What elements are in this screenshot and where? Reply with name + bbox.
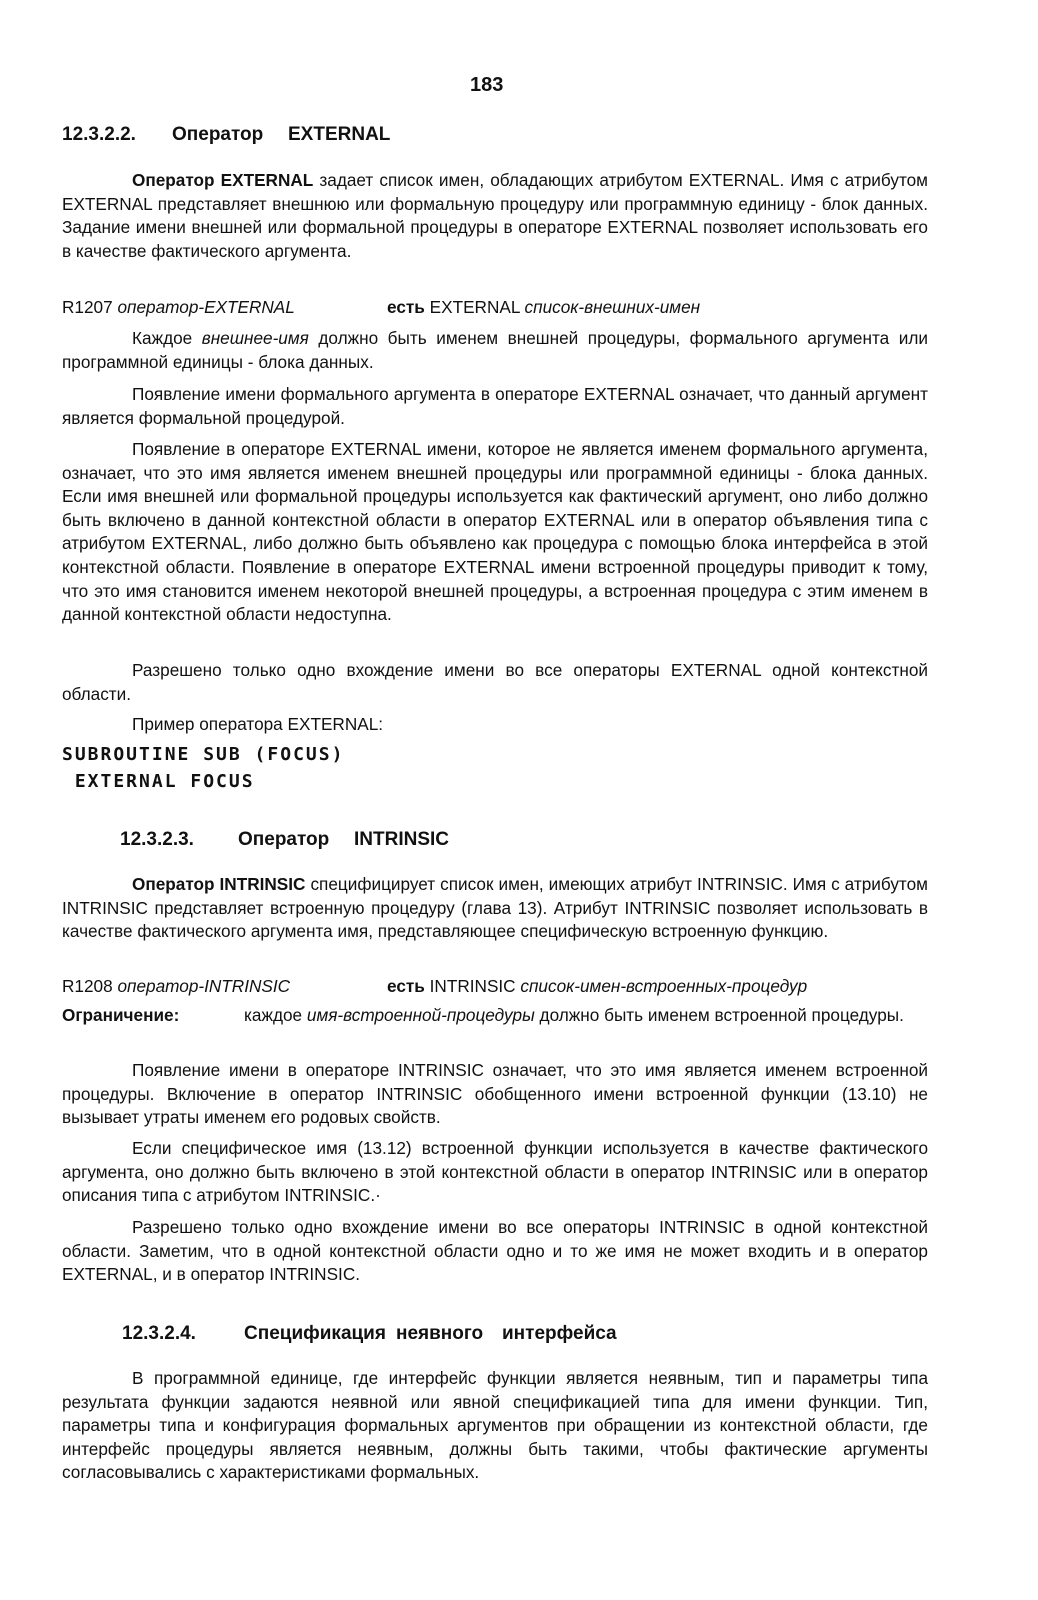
- rule-is: есть: [387, 976, 425, 996]
- rule-code: R1208: [62, 976, 113, 996]
- paragraph-intrinsic-intro: [62, 873, 928, 944]
- body-text: Появление имени в операторе INTRINSIC означает, что это имя является именем встроенной процедуры. Включение в оператор INTRINSIC обобщенного имени встроенной функции (13.10) не вызывает утраты именем его родовых свойств.: [62, 1060, 928, 1128]
- lead-text: Оператор INTRINSIC: [132, 874, 306, 894]
- rule-keyword: EXTERNAL: [429, 297, 520, 317]
- section-word-3: интерфейса: [502, 1323, 617, 1344]
- rule-list: список-имен-встроенных-процедур: [520, 976, 808, 996]
- rule-name: оператор-EXTERNAL: [117, 297, 295, 317]
- section-name: EXTERNAL: [288, 124, 391, 145]
- body-text: Если специфическое имя (13.12) встроенной функции используется в качестве фактического аргумента, оно должно быть включено в этой контекстной области в оператор INTRINSIC или в оператор описания типа с атрибутом INTRINSIC.·: [62, 1138, 928, 1206]
- restriction-label: Ограничение:: [62, 1005, 180, 1025]
- paragraph-external-each: [62, 327, 928, 374]
- paragraph-intrinsic-once: [62, 1216, 928, 1287]
- page-number: 183: [470, 74, 504, 96]
- paragraph-external-appearance: [62, 438, 928, 627]
- paragraph-external-formal: [62, 383, 928, 430]
- paragraph-external-once: [62, 659, 928, 706]
- rule-keyword: INTRINSIC: [429, 976, 516, 996]
- section-word: Спецификация: [244, 1323, 386, 1344]
- body-text: Появление в операторе EXTERNAL имени, которое не является именем формального аргумента, означает, что это имя является именем внешней процедуры или программной единицы - блока данных. Если имя внешней или формальной процедуры используется как фактический аргумент, оно либо должно быть включено в данной контекстной области в оператор EXTERNAL или в оператор объявления типа с атрибутом EXTERNAL, либо должно быть объявлено как процедура с помощью блока интерфейса в этой контекстной области. Появление в операторе EXTERNAL имени встроенной процедуры приводит к тому, что это имя становится именем некоторой внешней процедуры, а встроенная процедура с этим именем в данной контекстной области недоступна.: [62, 439, 928, 625]
- restriction-block: [62, 1004, 928, 1028]
- section-name: INTRINSIC: [354, 829, 449, 850]
- paragraph-implicit-interface: [62, 1367, 928, 1485]
- code-line: SUBROUTINE SUB (FOCUS): [62, 744, 345, 765]
- section-intrinsic-heading: [62, 829, 928, 851]
- section-number: 12.3.2.2.: [62, 124, 136, 145]
- body-text: каждое: [244, 1005, 307, 1025]
- body-text: Пример оператора EXTERNAL:: [132, 714, 384, 734]
- section-word: Оператор: [172, 124, 264, 145]
- rule-code: R1207: [62, 297, 113, 317]
- section-word: Оператор: [238, 829, 330, 850]
- lead-text: Оператор EXTERNAL: [132, 170, 314, 190]
- body-text: Разрешено только одно вхождение имени во все операторы INTRINSIC в одной контекстной области. Заметим, что в одной контекстной области одно и то же имя не может входить и в оператор EXTERNAL, и в оператор INTRINSIC.: [62, 1217, 928, 1285]
- rule-list: список-внешних-имен: [524, 297, 701, 317]
- section-word-2: неявного: [396, 1323, 484, 1344]
- code-example: [62, 741, 928, 795]
- rule-is: есть: [387, 297, 425, 317]
- section-number: 12.3.2.3.: [120, 829, 194, 850]
- body-text: задает список имен, обладающих атрибутом EXTERNAL. Имя с атрибутом EXTERNAL представляет внешнюю или формальную процедуру или программную единицу - блок данных. Задание имени внешней или формальной процедуры в операторе EXTERNAL позволяет использовать его в качестве фактического аргумента.: [62, 170, 928, 261]
- section-number: 12.3.2.4.: [122, 1323, 196, 1344]
- term-text: имя-встроенной-процедуры: [306, 1005, 535, 1025]
- section-implicit-heading: [62, 1323, 928, 1345]
- body-text: должно быть именем внешней процедуры, формального аргумента или программной единицы - блока данных.: [62, 328, 928, 372]
- body-text: должно быть именем встроенной процедуры.: [534, 1005, 904, 1025]
- section-external-heading: [62, 124, 928, 146]
- term-text: внешнее-имя: [201, 328, 309, 348]
- paragraph-intrinsic-appearance: [62, 1059, 928, 1130]
- syntax-rule-r1207: [62, 295, 928, 321]
- body-text: Каждое: [132, 328, 202, 348]
- rule-name: оператор-INTRINSIC: [117, 976, 291, 996]
- paragraph-external-example: [62, 713, 928, 737]
- body-text: В программной единице, где интерфейс функции является неявным, тип и параметры типа результата функции задаются неявной или явной спецификацией типа для имени функции. Тип, параметры типа и конфигурация формальных аргументов при обращении из контекстной области, где интерфейс процедуры является неявным, должны быть такими, чтобы фактические аргументы согласовывались с характеристиками формальных.: [62, 1368, 928, 1483]
- paragraph-external-intro: [62, 169, 928, 263]
- body-text: Разрешено только одно вхождение имени во все операторы EXTERNAL одной контекстной области.: [62, 660, 928, 704]
- paragraph-intrinsic-specific: [62, 1137, 928, 1208]
- body-text: Появление имени формального аргумента в операторе EXTERNAL означает, что данный аргумент является формальной процедурой.: [62, 384, 928, 428]
- body-text: специфицирует список имен, имеющих атрибут INTRINSIC. Имя с атрибутом INTRINSIC представляет встроенную процедуру (глава 13). Атрибут INTRINSIC позволяет использовать в качестве фактического аргумента имя, представляющее специфическую встроенную функцию.: [62, 874, 928, 942]
- code-line: EXTERNAL FOCUS: [62, 771, 255, 792]
- syntax-rule-r1208: [62, 974, 928, 1000]
